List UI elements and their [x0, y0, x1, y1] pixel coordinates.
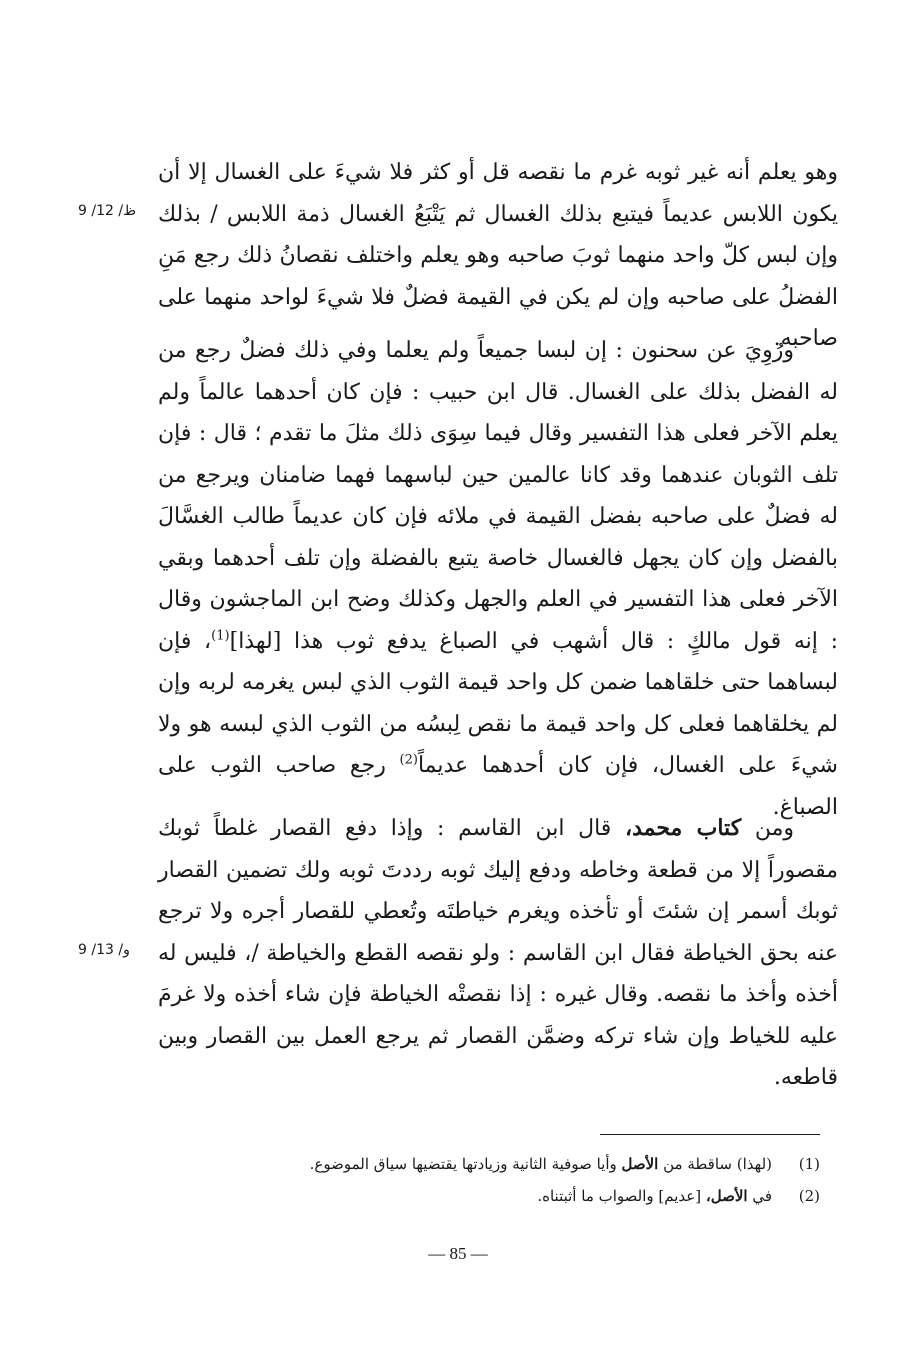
footnote-bold: الأصل،: [705, 1187, 748, 1205]
footnote-text: [310, 1148, 772, 1180]
book-title: كتاب محمد،: [624, 815, 742, 841]
paragraph-3: [158, 808, 838, 1099]
paragraph-segment: رجع صاحب الثوب على الصباغ.: [158, 753, 838, 820]
footnote-reference: (1): [211, 628, 230, 644]
page-number: — 85 —: [428, 1244, 488, 1263]
paragraph-segment: ، فإن لبساهما حتى خلقاهما ضمن كل واحد قيمة الثوب الذي لبس يغرمه لربه وإن لم يخلقاهما فعلى كل واحد قيمة ما نقص لِبسُه من الثوب الذي لبسه هو ولا شيءَ على الغسال، فإن كان أحدهما عديماً: [158, 628, 838, 778]
folio-margin-note: 9 /12 /ظ: [78, 203, 137, 219]
footnote-divider: [600, 1134, 820, 1135]
footnote-segment: (لهذا) ساقطة من: [658, 1155, 772, 1173]
paragraph-2: [158, 330, 838, 828]
paragraph-segment: ومن: [741, 816, 795, 841]
footnote-number: (2): [798, 1187, 820, 1205]
footnote-segment: وأيا صوفية الثانية وزيادتها يقتضيها سياق الموضوع.: [309, 1155, 622, 1173]
folio-margin-note: 9 /13 /و: [78, 942, 130, 958]
footnotes: [200, 1148, 820, 1212]
footnote-segment: في: [747, 1187, 772, 1205]
paragraph-segment: قال ابن القاسم : وإذا دفع القصار غلطاً ثوبك مقصوراً إلا من قطعة وخاطه ودفع إليك ثوبه رددتَ ثوبه ولك تضمين القصار ثوبك أسمر إن شئتَ أو تأخذه ويغرم خياطتَه وتُعطي للقصار أجره ولا ترجع عنه بحق الخياطة فقال ابن القاسم : ولو نقصه القطع والخياطة /، فليس له أخذه وأخذ ما نقصه. وقال غيره : إذا نقصتْه الخياطة فإن شاء أخذه ولا غرمَ عليه للخياط وإن شاء تركه وضمَّن القصار ثم يرجع العمل بين القصار وبين قاطعه.: [158, 816, 838, 1090]
paragraph-1: [158, 152, 838, 360]
footnote-reference: (2): [399, 752, 418, 768]
paragraph-text: [158, 330, 838, 828]
paragraph-text: [158, 808, 838, 1099]
footnote-number: (1): [798, 1155, 820, 1173]
footnote-text: [537, 1180, 772, 1212]
paragraph-text: وهو يعلم أنه غير ثوبه غرم ما نقصه قل أو كثر فلا شيءَ على الغسال إلا أن يكون اللابس عديماً فيتبع بذلك الغسال ثم يَتْبَعُ الغسال ذمة اللابس / بذلك وإن لبس كلّ واحد منهما ثوبَ صاحبه وهو يعلم واختلف نقصانُ ذلك رجع مَنِ الفضلُ على صاحبه وإن لم يكن في القيمة فضلٌ فلا شيءَ لواحد منهما على صاحبه.: [158, 160, 838, 351]
paragraph-segment: ورُوِيَ عن سحنون : إن لبسا جميعاً ولم يعلما وفي ذلك فضلٌ رجع من له الفضل بذلك على الغسال. قال ابن حبيب : فإن كان أحدهما عالماً ولم يعلم الآخر فعلى هذا التفسير وقال فيما سِوَى ذلك مثلَ ما تقدم ؛ قال : فإن تلف الثوبان عندهما وقد كانا عالمين حين لباسهما فهما ضامنان ويرجع من له فضلٌ على صاحبه بفضل القيمة في ملائه فإن كان عديماً طالب الغسَّالَ بالفضل وإن كان يجهل فالغسال خاصة يتبع بالفضلة وإن تلف أحدهما وبقي الآخر فعلى هذا التفسير في العلم والجهل وكذلك وضح ابن الماجشون وقال : إنه قول مالكٍ : قال أشهب في الصباغ يدفع ثوب هذا [لهذا]: [158, 338, 838, 654]
footnote-1: [200, 1148, 820, 1180]
footnote-2: [200, 1180, 820, 1212]
footnote-bold: الأصل: [621, 1155, 659, 1173]
footnote-segment: [عديم] والصواب ما أثبتناه.: [537, 1187, 706, 1205]
